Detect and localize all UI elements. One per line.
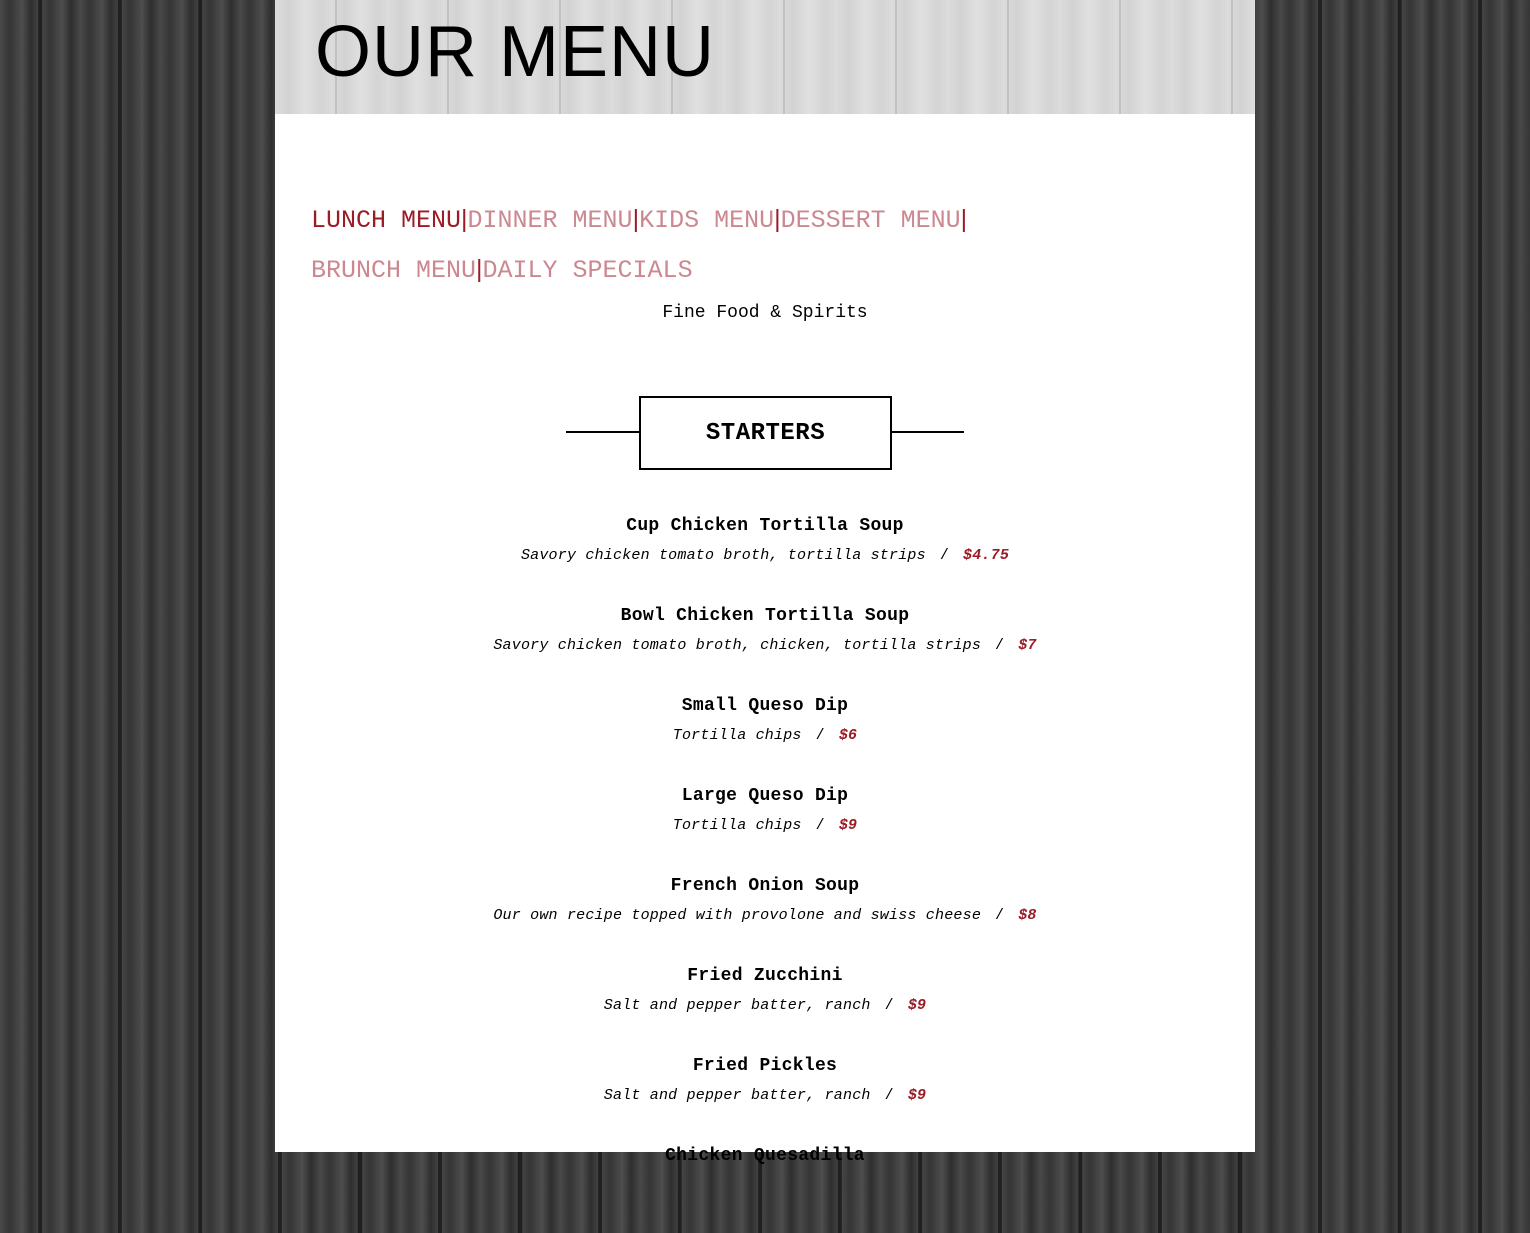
menu-item-description: Tortilla chips [672,727,802,744]
price-separator: / [995,907,1005,924]
menu-item-description: Our own recipe topped with provolone and swiss cheese [493,907,982,924]
menu-item-name: Fried Zucchini [687,966,843,986]
menu-item-description: Salt and pepper batter, ranch [603,997,871,1014]
menu-item-description: Savory chicken tomato broth, chicken, tortilla strips [493,637,982,654]
menu-item-detail [275,634,1255,658]
menu-item [275,1053,1255,1143]
menu-item-price: $9 [907,997,927,1014]
section-heading [566,396,964,470]
menu-item-name: French Onion Soup [670,876,860,896]
menu-item-name: Fried Pickles [692,1056,838,1076]
menu-item-description: Savory chicken tomato broth, tortilla strips [520,547,926,564]
nav-separator: | [632,205,640,233]
menu-item-detail [275,1084,1255,1108]
price-separator: / [995,637,1005,654]
menu-item-detail [275,544,1255,568]
menu-item [275,513,1255,603]
menu-item-price: $8 [1018,907,1037,924]
menu-nav [311,195,1211,295]
menu-item-detail [275,904,1255,928]
menu-item-description: Tortilla chips [672,817,802,834]
tagline: Fine Food & Spirits [662,303,868,323]
menu-nav-row-1 [311,195,1211,245]
nav-brunch-menu[interactable]: BRUNCH MENU [311,256,477,285]
menu-item-detail [275,994,1255,1018]
menu-item-price: $4.75 [963,547,1010,564]
menu-item-name: Large Queso Dip [681,786,849,806]
menu-nav-row-2 [311,245,1211,295]
menu-item-detail [275,724,1255,748]
menu-item [275,1143,1255,1233]
price-separator: / [815,817,825,834]
menu-item-detail [275,814,1255,838]
section-title: STARTERS [639,396,892,470]
menu-item [275,693,1255,783]
menu-item-price: $9 [907,1087,927,1104]
menu-item-price: $7 [1018,637,1037,654]
price-separator: / [884,997,894,1014]
nav-dinner-menu[interactable]: DINNER MENU [467,206,633,235]
menu-item-name: Small Queso Dip [681,696,849,716]
nav-dessert-menu[interactable]: DESSERT MENU [780,206,961,235]
page-title: OUR MENU [315,12,715,92]
nav-separator: | [461,205,468,233]
nav-lunch-menu[interactable]: LUNCH MENU [311,206,462,235]
nav-separator: | [960,205,968,233]
price-separator: / [939,547,950,564]
nav-separator: | [774,205,781,233]
menu-item-name: Chicken Quesadilla [665,1146,865,1166]
menu-item [275,963,1255,1053]
menu-item-price: $9 [838,817,858,834]
price-separator: / [884,1087,894,1104]
nav-daily-specials[interactable]: DAILY SPECIALS [482,256,693,285]
menu-item-description: Salt and pepper batter, ranch [603,1087,871,1104]
menu-page [275,0,1255,1166]
menu-item-price: $6 [838,727,858,744]
menu-item [275,873,1255,963]
nav-kids-menu[interactable]: KIDS MENU [639,206,775,235]
price-separator: / [815,727,825,744]
menu-item [275,783,1255,873]
menu-item-name: Bowl Chicken Tortilla Soup [620,606,910,626]
page-header [275,0,1255,114]
menu-item-list [275,513,1255,1233]
menu-item [275,603,1255,693]
menu-item-name: Cup Chicken Tortilla Soup [626,516,904,536]
section-rule-right [890,431,964,433]
nav-separator: | [476,255,483,283]
section-rule-left [566,431,640,433]
